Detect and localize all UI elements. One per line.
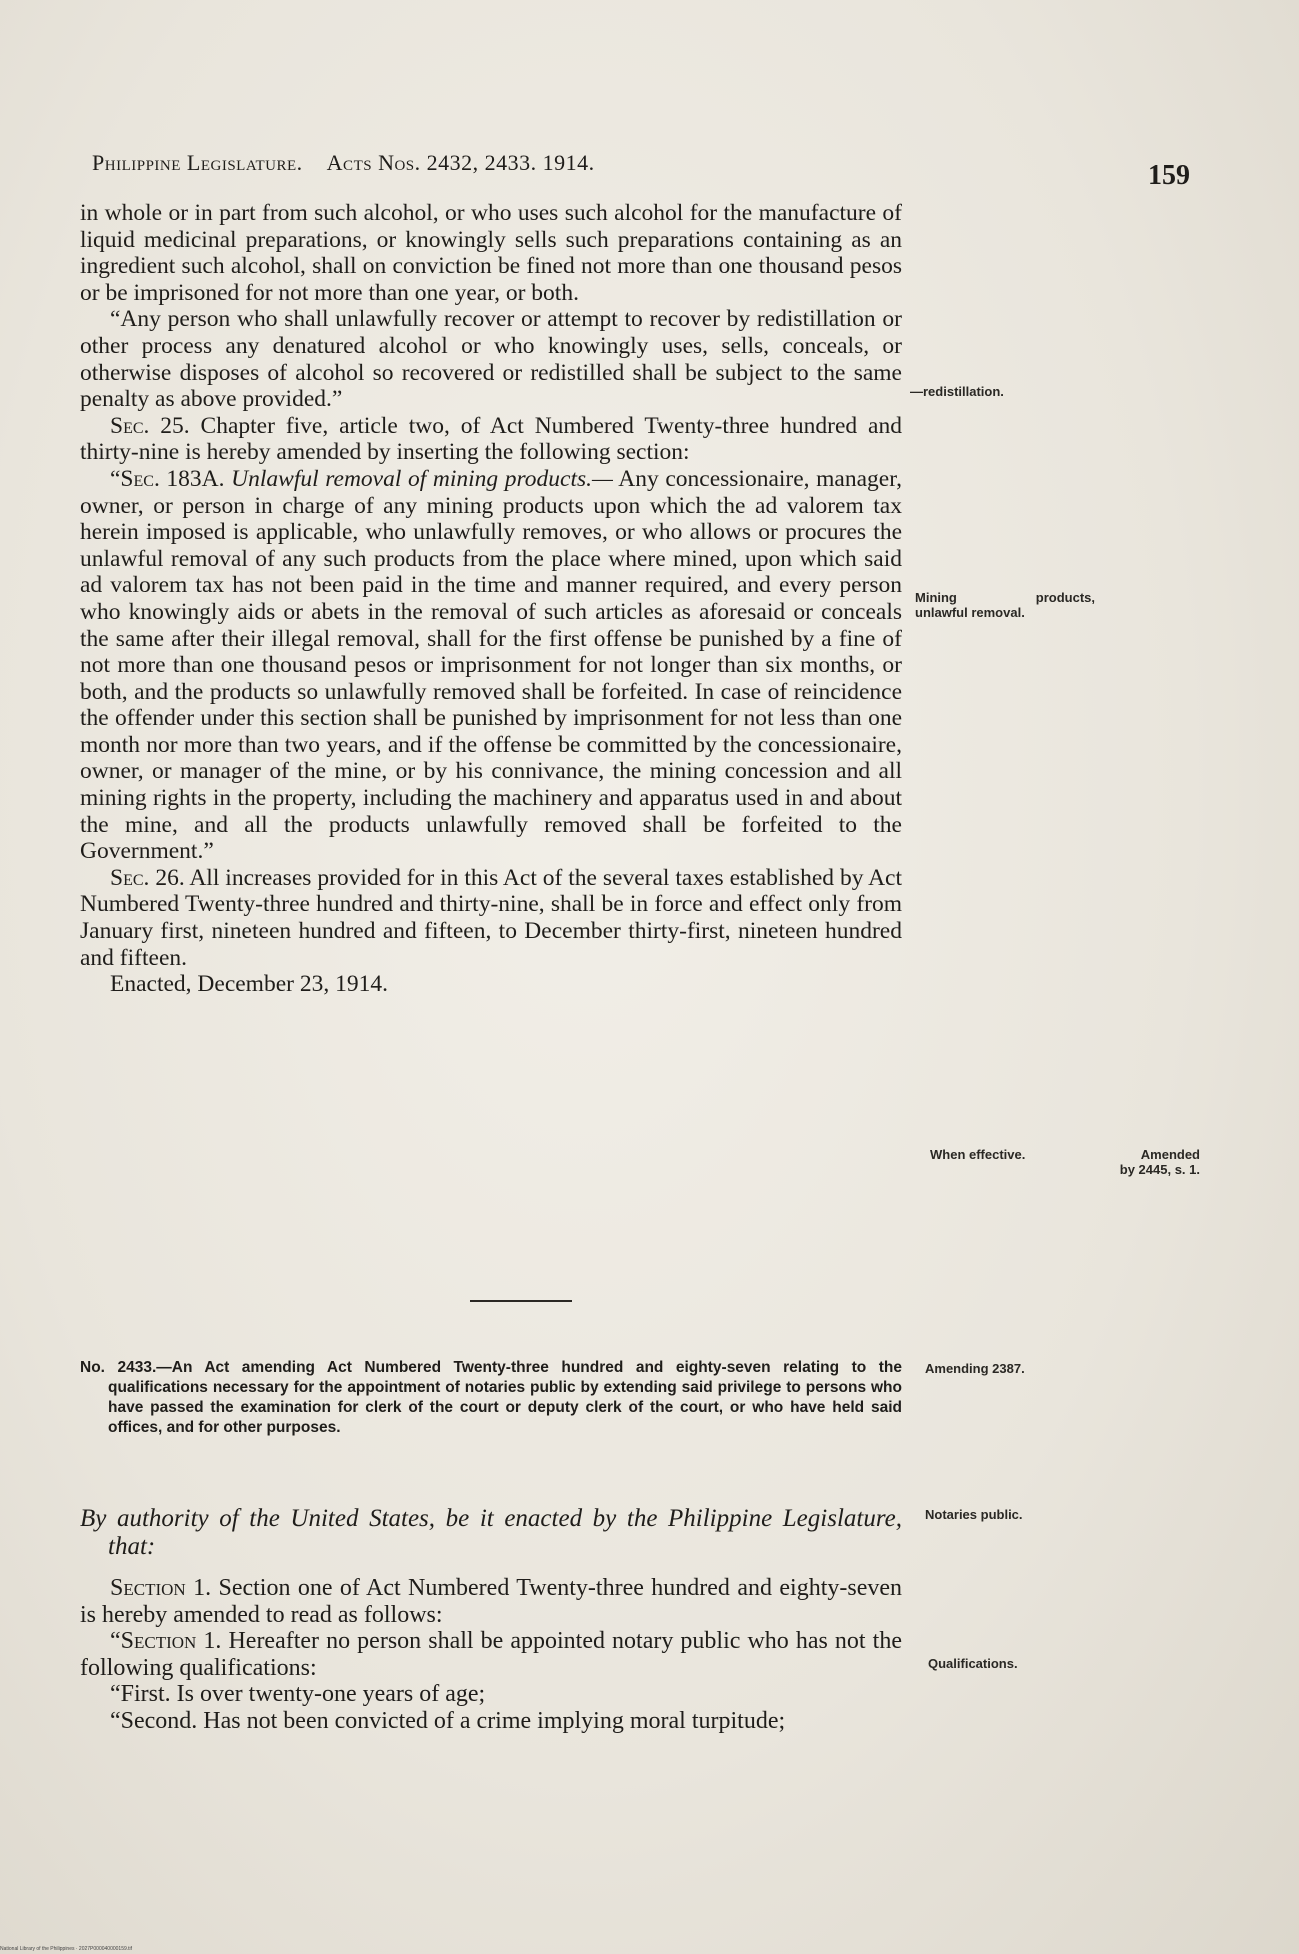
section-number: “Section 1. xyxy=(110,1628,222,1654)
body-text-act-2432 xyxy=(80,200,902,998)
section-number: Sec. 25. xyxy=(110,412,190,439)
act-title-2433 xyxy=(80,1358,902,1438)
section-text: Hereafter no person shall be appointed notary public who has not the following qualifications: xyxy=(80,1628,902,1681)
act-title-text: No. 2433.—An Act amending Act Numbered Twenty-three hundred and eighty-seven relating to the qualifications necessary for the appointment of notaries public by extending said privilege to persons who have passed the examination for clerk of the court or deputy clerk of the court, or who have held said offices, and for other purposes. xyxy=(80,1359,902,1436)
margin-note-redistillation: —redistillation. xyxy=(910,384,1004,399)
section-number: Section 1. xyxy=(110,1575,212,1601)
paragraph-section-1 xyxy=(80,1575,902,1628)
margin-note-notaries-public: Notaries public. xyxy=(925,1507,1023,1522)
running-head-left: Philippine Legislature. xyxy=(92,150,303,175)
margin-note-amending-2387: Amending 2387. xyxy=(925,1361,1025,1376)
running-head xyxy=(92,150,912,176)
paragraph-second-qualification: “Second. Has not been convicted of a crime implying moral turpitude; xyxy=(110,1707,786,1734)
margin-note-when-effective: When effective. xyxy=(930,1147,1026,1162)
paragraph-first-qualification: “First. Is over twenty-one years of age; xyxy=(110,1681,486,1707)
scan-footer: National Library of the Philippines · 2027P000040000159.tif xyxy=(0,1946,133,1952)
paragraph-sec-25 xyxy=(80,413,902,466)
paragraph-amended-section-1 xyxy=(80,1628,902,1681)
body-text-act-2433 xyxy=(80,1575,902,1734)
margin-note-amended-line2: by 2445, s. 1. xyxy=(1119,1162,1200,1177)
paragraph-sec-183a xyxy=(80,466,902,865)
divider-rule xyxy=(470,1300,572,1302)
margin-note-mining-line2: unlawful removal. xyxy=(915,605,1025,620)
margin-note-amended-line1: Amended xyxy=(1140,1147,1200,1162)
enacting-clause-text: By authority of the United States, be it enacted by the Philippine Legislature, that: xyxy=(80,1505,902,1560)
section-text: All increases provided for in this Act of the several taxes established by Act Numbered Twenty-three hundred and thirty-nine, shall be in force and effect only from January first, nineteen hundred and fifteen, to December thirty-first, nineteen hundred and fifteen. xyxy=(80,864,902,971)
section-text: Section one of Act Numbered Twenty-three hundred and eighty-seven is hereby amended to read as follows: xyxy=(80,1575,903,1628)
section-number: “Sec. 183A. xyxy=(110,465,225,492)
paragraph-continuation: in whole or in part from such alcohol, or who uses such alcohol for the manufacture of liquid medicinal preparations, or knowingly sells such preparations containing as an ingredient such alcohol, shall on conviction be fined not more than one thousand pesos or be imprisoned for not more than one year, or both. xyxy=(80,200,902,306)
margin-note-qualifications: Qualifications. xyxy=(928,1656,1018,1671)
margin-note-mining-line1: Mining products, xyxy=(915,590,1095,605)
page-number: 159 xyxy=(1148,160,1190,191)
section-number: Sec. 26. xyxy=(110,864,185,891)
section-text: Chapter five, article two, of Act Numbered Twenty-three hundred and thirty-nine is hereby amended by inserting the following section: xyxy=(80,412,902,466)
running-head-right: Acts Nos. 2432, 2433. 1914. xyxy=(326,150,595,175)
enacting-clause xyxy=(80,1505,902,1561)
section-heading: Unlawful removal of mining products.— xyxy=(224,465,613,492)
paragraph-sec-26 xyxy=(80,865,902,971)
enacted-date: Enacted, December 23, 1914. xyxy=(110,971,388,998)
section-text: Any concessionaire, manager, owner, or person in charge of any mining products upon which the ad valorem tax herein imposed is applicable, who unlawfully removes, or who allows or procures the unlawful removal of any such products from the place where mined, upon which said ad valorem tax has not been paid in the time and manner required, and every person who knowingly aids or abets in the removal of such articles as aforesaid or conceals the same after their illegal removal, shall for the first offense be punished by a fine of not more than one thousand pesos or imprisonment for not longer than six months, or both, and the products so unlawfully removed shall be forfeited. In case of reincidence the offender under this section shall be punished by imprisonment for not less than one month nor more than two years, and if the offense be committed by the concessionaire, owner, or manager of the mine, or by his connivance, the mining concession and all mining rights in the property, including the machinery and apparatus used in and about the mine, and all the products unlawfully removed shall be forfeited to the Government.” xyxy=(80,465,902,865)
paragraph-redistillation: “Any person who shall unlawfully recover or attempt to recover by redistillation or other process any denatured alcohol or who knowingly uses, sells, conceals, or otherwise disposes of alcohol so recovered or redistilled shall be subject to the same penalty as above provided.” xyxy=(80,306,902,413)
